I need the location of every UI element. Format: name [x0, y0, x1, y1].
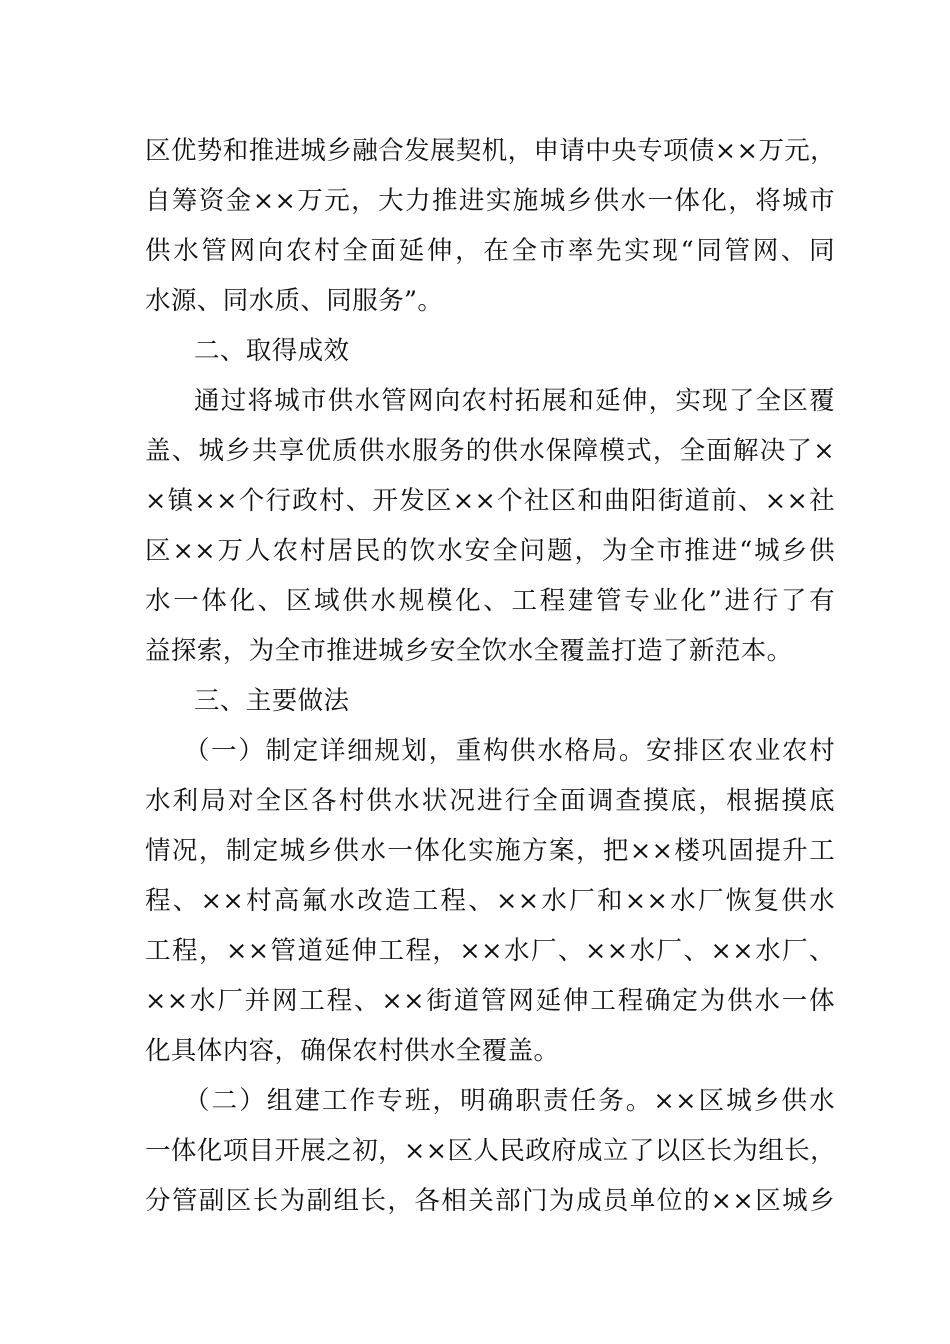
- section-heading: 二、取得成效: [194, 336, 350, 366]
- text-line: 区优势和推进城乡融合发展契机，申请中央专项债××万元，: [145, 136, 837, 166]
- section-heading: 三、主要做法: [194, 686, 350, 716]
- text-line: 盖、城乡共享优质供水服务的供水保障模式，全面解决了×: [145, 436, 835, 466]
- text-line: 水利局对全区各村供水状况进行全面调查摸底，根据摸底: [145, 786, 835, 816]
- text-line: 工程，××管道延伸工程，××水厂、××水厂、××水厂、: [145, 936, 835, 966]
- text-line: 自筹资金××万元，大力推进实施城乡供水一体化，将城市: [145, 186, 835, 216]
- text-line: 化具体内容，确保农村供水全覆盖。: [145, 1036, 560, 1066]
- text-line: 供水管网向农村全面延伸，在全市率先实现“同管网、同: [145, 236, 835, 266]
- text-line: 程、××村高氟水改造工程、××水厂和××水厂恢复供水: [145, 886, 835, 916]
- text-line: ×镇××个行政村、开发区××个社区和曲阳街道前、××社: [145, 486, 835, 516]
- text-line: 水源、同水质、同服务”。: [145, 286, 444, 316]
- text-line: 通过将城市供水管网向农村拓展和延伸，实现了全区覆: [194, 386, 835, 416]
- text-line: （二）组建工作专班，明确职责任务。××区城乡供水: [184, 1086, 835, 1116]
- text-line: ××水厂并网工程、××街道管网延伸工程确定为供水一体: [145, 986, 835, 1016]
- text-line: 分管副区长为副组长，各相关部门为成员单位的××区城乡: [145, 1186, 835, 1216]
- text-line: 水一体化、区域供水规模化、工程建管专业化”进行了有: [145, 586, 835, 616]
- text-line: 区××万人农村居民的饮水安全问题，为全市推进“城乡供: [145, 536, 835, 566]
- text-line: 情况，制定城乡供水一体化实施方案，把××楼巩固提升工: [145, 836, 835, 866]
- text-line: 益探索，为全市推进城乡安全饮水全覆盖打造了新范本。: [145, 636, 793, 666]
- text-line: （一）制定详细规划，重构供水格局。安排区农业农村: [184, 736, 835, 766]
- text-line: 一体化项目开展之初，××区人民政府成立了以区长为组长，: [145, 1136, 837, 1166]
